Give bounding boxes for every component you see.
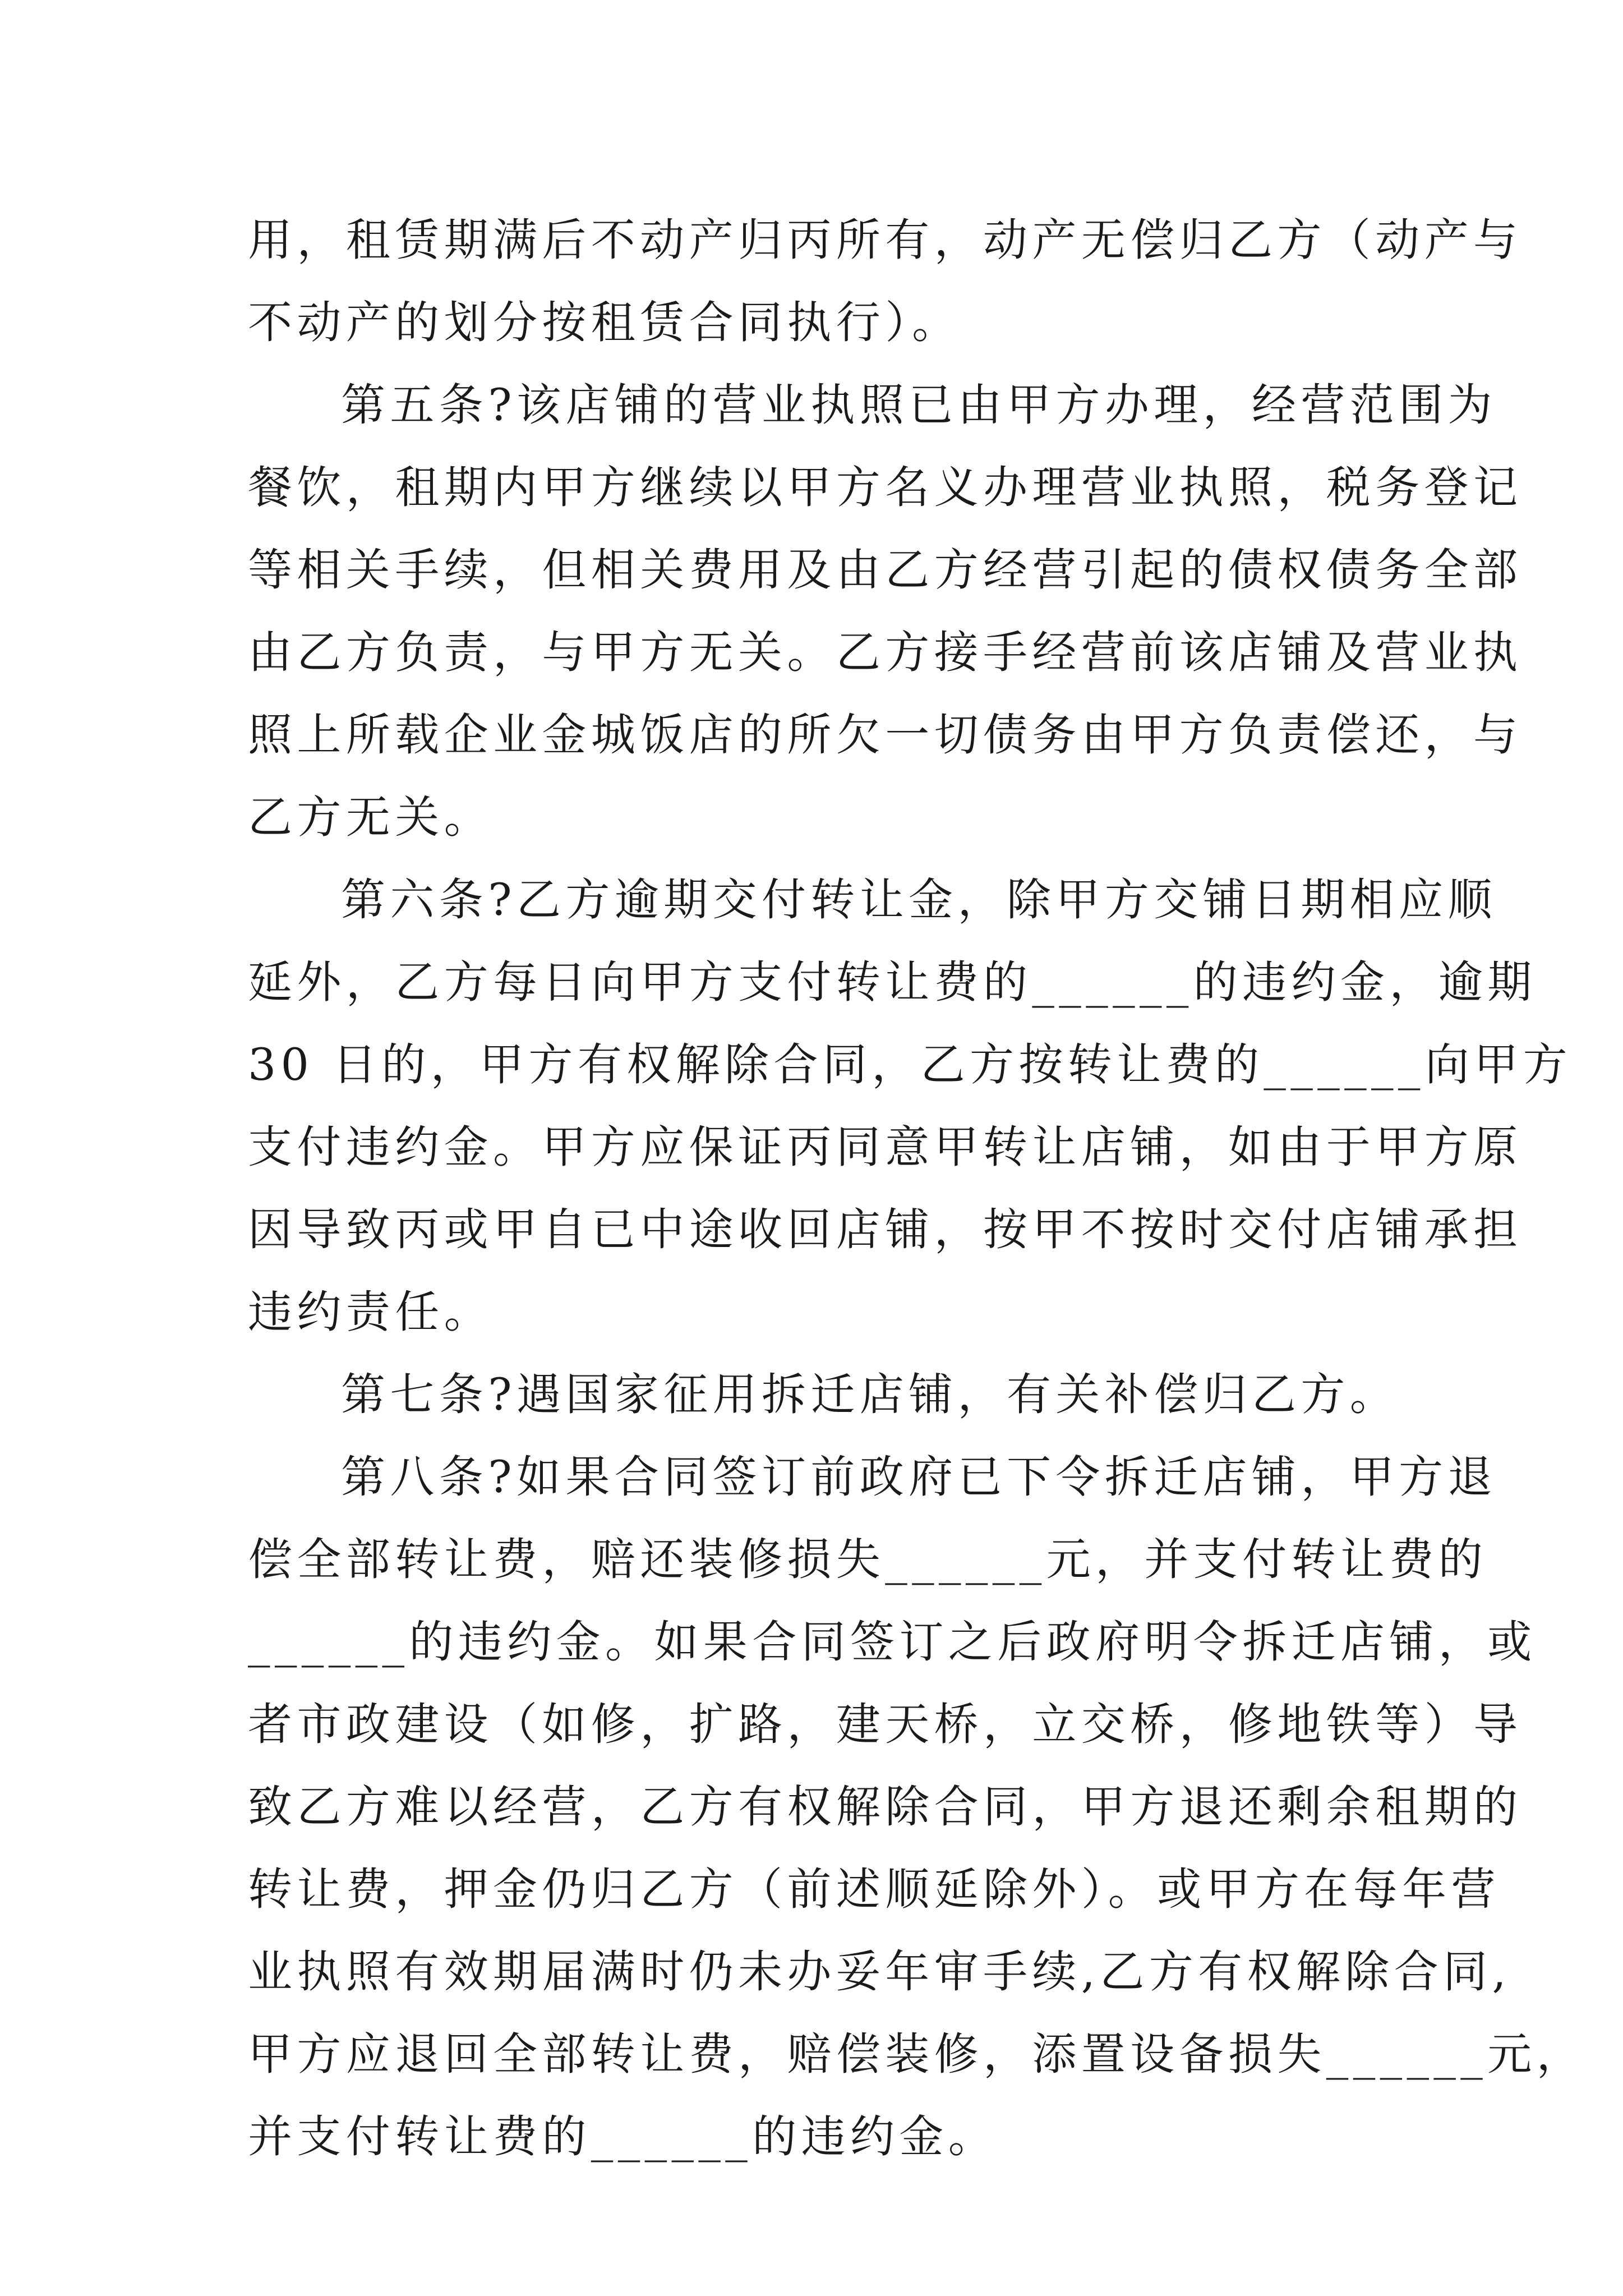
text-line: 第七条?遇国家征用拆迁店铺，有关补偿归乙方。 [341, 1369, 1399, 1420]
text-line: 不动产的划分按租赁合同执行）。 [248, 297, 961, 348]
text-line: 支付违约金。甲方应保证丙同意甲转让店铺，如由于甲方原 [248, 1121, 1523, 1173]
paragraph-continuation [248, 199, 1523, 364]
text-line: 转让费，押金仍归乙方（前述顺延除外）。或甲方在每年营 [248, 1864, 1500, 1915]
paragraph-article-5 [248, 364, 1523, 859]
text-line: 并支付转让费的______的违约金。 [248, 2111, 998, 2162]
text-line: 等相关手续，但相关费用及由乙方经营引起的债权债务全部 [248, 544, 1523, 596]
text-line: 延外，乙方每日向甲方支付转让费的______的违约金，逾期 [248, 956, 1537, 1008]
text-line: 第八条?如果合同签订前政府已下令拆迁店铺，甲方退 [341, 1451, 1497, 1503]
text-line: 业执照有效期届满时仍未办妥年审手续,乙方有权解除合同, [248, 1946, 1511, 1998]
document-body [248, 199, 1585, 2178]
text-line: 因导致丙或甲自已中途收回店铺，按甲不按时交付店铺承担 [248, 1204, 1523, 1255]
paragraph-article-6 [248, 859, 1573, 1354]
text-line: 第六条?乙方逾期交付转让金，除甲方交铺日期相应顺 [341, 874, 1497, 926]
paragraph-article-8 [248, 1436, 1585, 2178]
text-line: 30 日的，甲方有权解除合同，乙方按转让费的______向甲方 [248, 1039, 1573, 1091]
text-line: 偿全部转让费，赔还装修损失______元，并支付转让费的 [248, 1534, 1488, 1585]
text-line: 者市政建设（如修，扩路，建天桥，立交桥，修地铁等）导 [248, 1699, 1523, 1750]
text-line: 由乙方负责，与甲方无关。乙方接手经营前该店铺及营业执 [248, 627, 1523, 678]
text-line: 致乙方难以经营，乙方有权解除合同，甲方退还剩余租期的 [248, 1781, 1523, 1833]
text-line: 甲方应退回全部转让费，赔偿装修，添置设备损失______元， [248, 2028, 1585, 2080]
text-line: 餐饮，租期内甲方继续以甲方名义办理营业执照，税务登记 [248, 462, 1523, 513]
paragraph-article-7 [248, 1354, 1399, 1436]
text-line: 用，租赁期满后不动产归丙所有，动产无偿归乙方（动产与 [248, 214, 1523, 266]
text-line: ______的违约金。如果合同签订之后政府明令拆迁店铺，或 [248, 1616, 1537, 1668]
text-line: 照上所载企业金城饭店的所欠一切债务由甲方负责偿还，与 [248, 709, 1523, 761]
text-line: 第五条?该店铺的营业执照已由甲方办理，经营范围为 [341, 379, 1497, 431]
text-line: 违约责任。 [248, 1286, 493, 1338]
text-line: 乙方无关。 [248, 792, 493, 843]
